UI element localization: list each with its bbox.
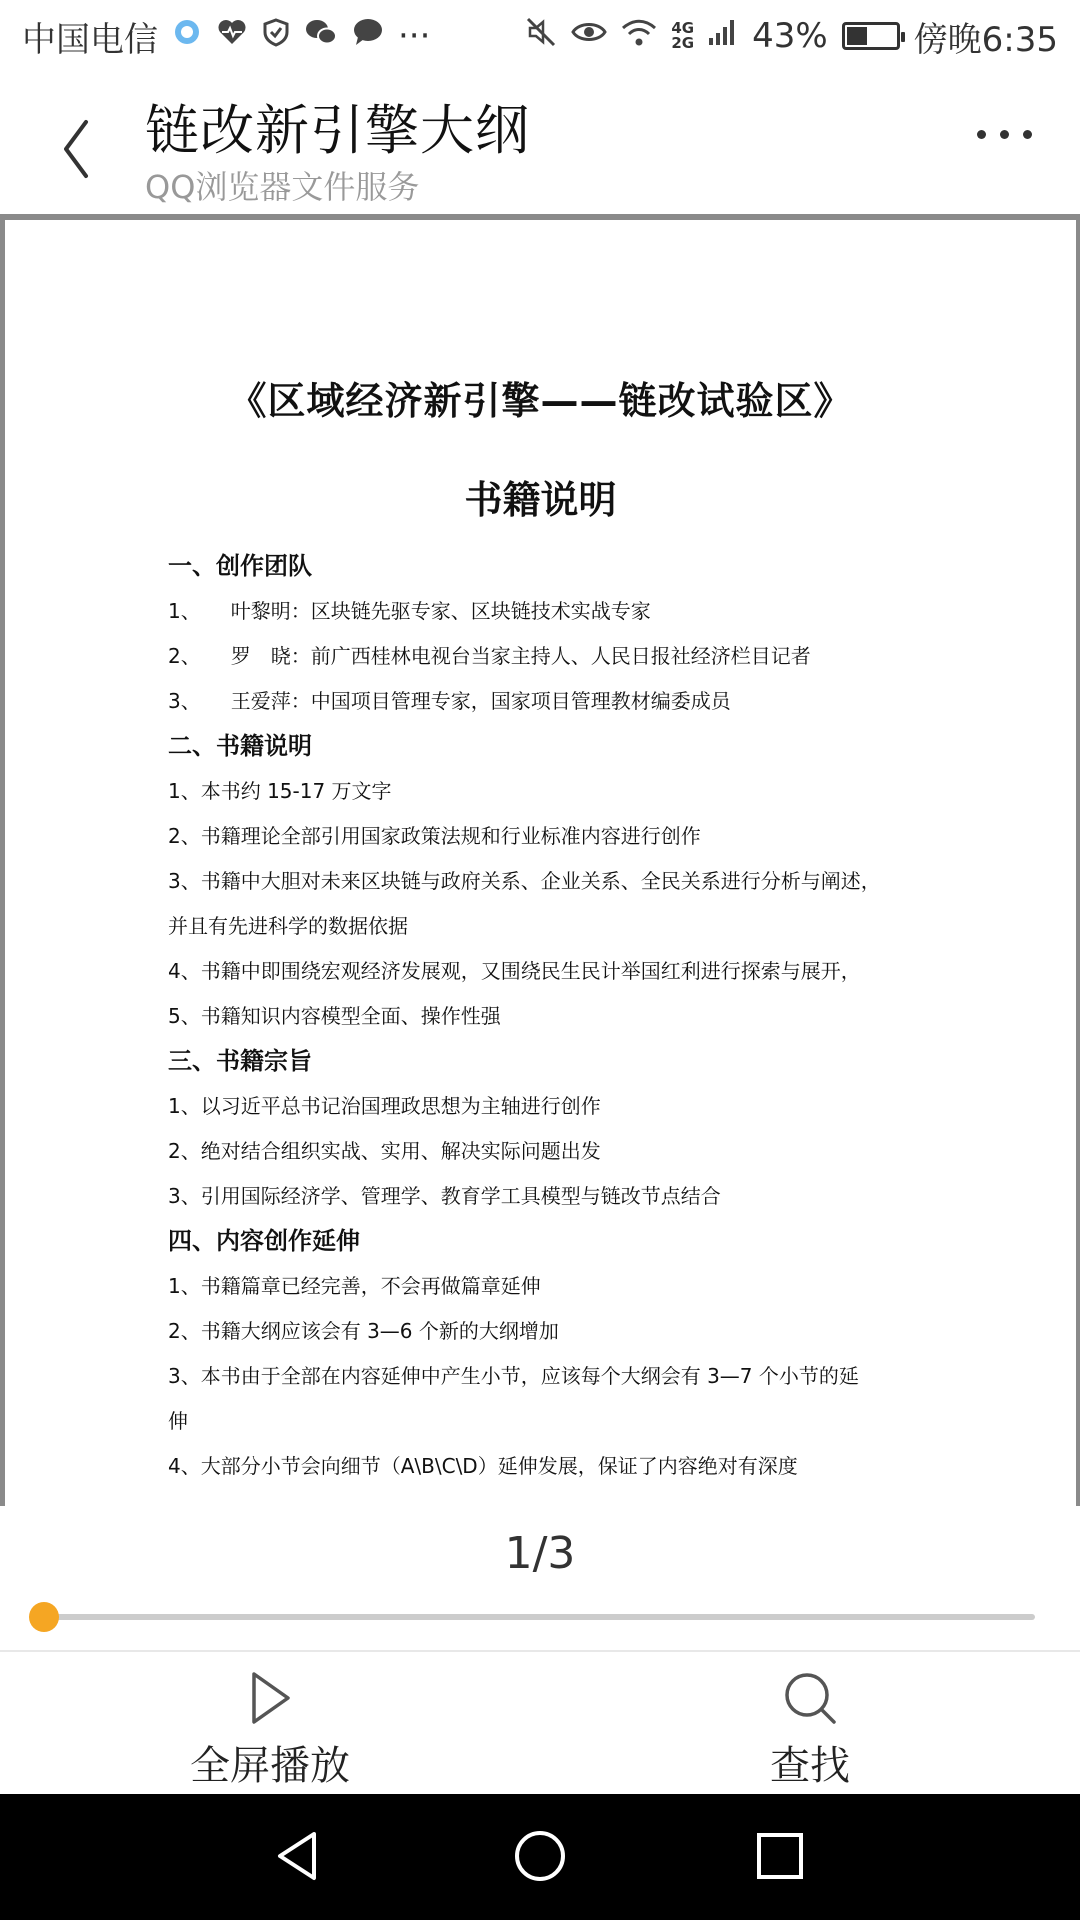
section-line: 1、以习近平总书记治国理政思想为主轴进行创作: [168, 1094, 601, 1118]
bottom-toolbar: [0, 1650, 1080, 1794]
clock: 傍晚6:35: [913, 19, 1058, 60]
nav-recents-icon[interactable]: [752, 1828, 808, 1884]
signal-icon: [708, 18, 738, 54]
section-line: 3、书籍中大胆对未来区块链与政府关系、企业关系、全民关系进行分析与阐述，: [168, 869, 881, 893]
section-line: 2、绝对结合组织实战、实用、解决实际问题出发: [168, 1139, 601, 1163]
app-header: [0, 78, 1080, 214]
status-bar-left: [22, 12, 430, 61]
health-icon: [216, 17, 248, 55]
network-type: 4G 2G: [671, 19, 695, 52]
dot: [1000, 130, 1009, 139]
page-slider-thumb[interactable]: [29, 1602, 59, 1632]
dot: [1023, 130, 1032, 139]
section-line: 4、大部分小节会向细节（A\B\C\D）延伸发展，保证了内容绝对有深度: [168, 1454, 798, 1478]
document-title: 《区域经济新引擎——链改试验区》: [228, 379, 853, 423]
section-line: 2、书籍大纲应该会有 3—6 个新的大纲增加: [168, 1319, 559, 1343]
section-line: 3、 王爱萍：中国项目管理专家，国家项目管理教材编委成员: [168, 689, 731, 713]
play-icon: [246, 1670, 294, 1726]
page-subtitle: QQ浏览器文件服务: [145, 168, 420, 206]
status-bar: [0, 0, 1080, 72]
battery-icon: [842, 22, 900, 50]
fullscreen-button[interactable]: [0, 1652, 540, 1794]
section-line: 2、书籍理论全部引用国家政策法规和行业标准内容进行创作: [168, 824, 701, 848]
status-bar-right: [525, 12, 1058, 61]
find-button[interactable]: [540, 1652, 1080, 1794]
section-line: 伸: [168, 1409, 188, 1433]
bottom-panel: [0, 1506, 1080, 1794]
shield-icon: [262, 17, 290, 55]
eye-comfort-icon: [571, 17, 607, 55]
wechat-icon: [304, 17, 338, 55]
section-line: 5、书籍知识内容模型全面、操作性强: [168, 1004, 501, 1028]
mute-icon: [525, 16, 557, 56]
document-body: [5, 544, 1076, 1489]
page-indicator: 1/3: [504, 1528, 576, 1579]
search-icon: [782, 1670, 838, 1726]
section-line: 1、本书约 15-17 万文字: [168, 779, 392, 803]
section-heading: 三、书籍宗旨: [168, 1047, 312, 1075]
page-slider-track[interactable]: [44, 1614, 1035, 1620]
system-nav-bar: [0, 1794, 1080, 1920]
dot: [977, 130, 986, 139]
section-heading: 一、创作团队: [168, 552, 312, 580]
page-title: 链改新引擎大纲: [145, 99, 530, 162]
section-line: 1、 叶黎明：区块链先驱专家、区块链技术实战专家: [168, 599, 651, 623]
section-line: 并且有先进科学的数据依据: [168, 914, 408, 938]
message-icon: [352, 17, 384, 55]
qq-browser-icon: [172, 17, 202, 55]
section-heading: 二、书籍说明: [168, 732, 312, 760]
back-arrow-icon[interactable]: [56, 114, 116, 184]
section-line: 2、 罗 晓：前广西桂林电视台当家主持人、人民日报社经济栏目记者: [168, 644, 811, 668]
section-heading: 四、内容创作延伸: [168, 1227, 360, 1255]
document-page: [5, 220, 1076, 1506]
document-viewer[interactable]: [0, 214, 1080, 1506]
section-line: 1、书籍篇章已经完善，不会再做篇章延伸: [168, 1274, 541, 1298]
battery-fill: [847, 27, 868, 45]
document-subtitle: 书籍说明: [464, 478, 617, 522]
nav-back-icon[interactable]: [270, 1828, 326, 1884]
wifi-icon: [621, 17, 657, 55]
more-options-icon[interactable]: [977, 130, 1032, 139]
section-line: 3、本书由于全部在内容延伸中产生小节，应该每个大纲会有 3—7 个小节的延: [168, 1364, 859, 1388]
fullscreen-label: 全屏播放: [190, 1743, 350, 1789]
section-line: 4、书籍中即围绕宏观经济发展观，又围绕民生民计举国红利进行探索与展开，: [168, 959, 861, 983]
find-label: 查找: [770, 1743, 850, 1789]
carrier-name: 中国电信: [22, 19, 158, 60]
nav-home-icon[interactable]: [512, 1828, 568, 1884]
more-notifications-icon: ···: [398, 16, 431, 56]
section-line: 3、引用国际经济学、管理学、教育学工具模型与链改节点结合: [168, 1184, 721, 1208]
battery-percent: 43%: [752, 16, 828, 56]
